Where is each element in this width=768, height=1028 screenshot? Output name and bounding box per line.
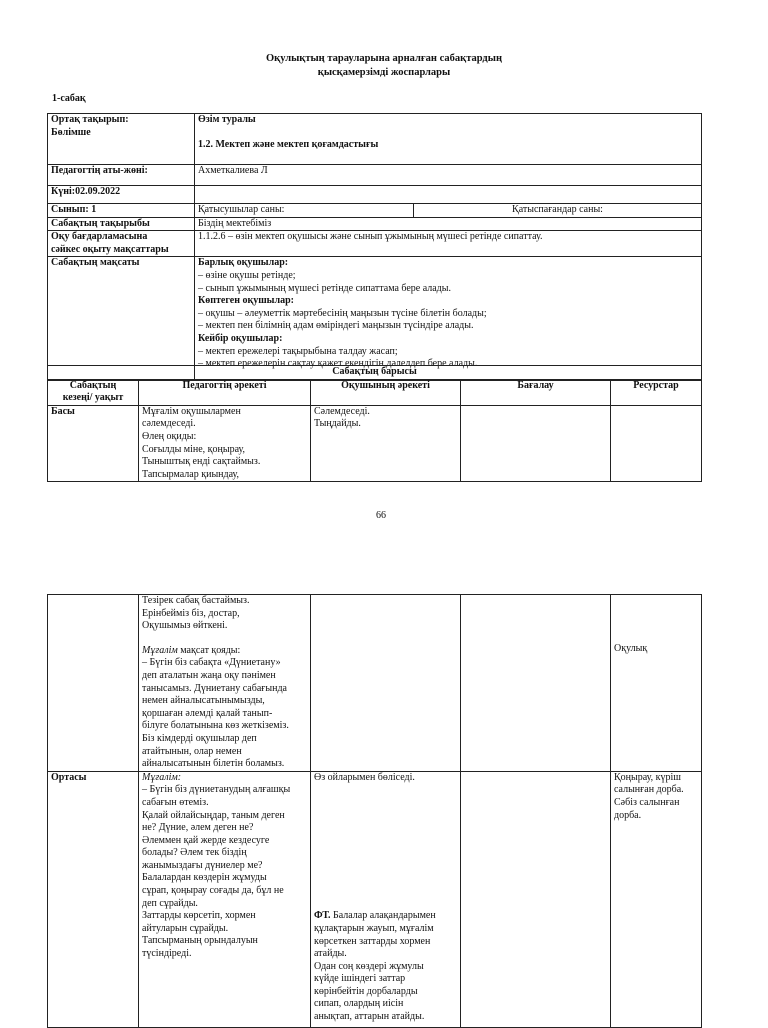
start-cont-teacher: Тезірек сабақ бастаймыз. Ерінбейміз біз, достар, Оқушымыз өйткені. Мұғалім мақсат қояды: – Бүгін біз сабақта «Дүниетану» деп аталатын жаңа оқу пәнімен танысамыз. Дүниетану сабағында немен айналысатынымызды, қоршаған әлемді қалай танып- білуге болатынына көз жеткіземіз. Біз кімдерді оқушылар деп атайтынын, олар немен айналысатынын білетін боламыз.	[139, 595, 311, 772]
goal-label: Сабақтың мақсаты	[48, 257, 195, 381]
page-number: 66	[376, 510, 386, 521]
start-cont-row	[48, 595, 702, 772]
start-row	[48, 405, 702, 482]
objectives-label: Оқу бағдарламасына сәйкес оқыту мақсаттары	[48, 231, 195, 257]
title-line-1: Оқулықтың тарауларына арналған сабақтардың	[265, 53, 502, 64]
start-assess	[461, 405, 611, 482]
date-row	[48, 186, 702, 204]
teacher-label: Педагогтің аты-жөні:	[48, 165, 195, 186]
lesson-topic-label: Сабақтың тақырыбы	[48, 217, 195, 231]
start-cont-resource: Оқулық	[611, 595, 702, 772]
lesson-progress-table	[47, 365, 702, 482]
lesson-topic-row	[48, 217, 702, 231]
middle-teacher: Мұғалім: – Бүгін біз дүниетанудың алғашқы сабағын өтеміз. Қалай ойлайсыңдар, таным деген не? Дүние, әлем деген не? Әлеммен қай жерде кездесуге болады? Әлем тек біздің жанымыздағы дүниелер ме? Балалардан көздерін жұмуды сұрап, қоңырау соғады да, бұл не деп сұрайды. Заттарды көрсетіп, хормен айтуларын сұрайды. Тапсырманың орындалуын түсіндіреді.	[139, 771, 311, 1027]
class-row	[48, 204, 702, 218]
goal-value: Барлық оқушылар: – өзіне оқушы ретінде; – сынып ұжымының мүшесі ретінде сипаттама бере алады. Көптеген оқушылар: – оқушы – әлеуметтік мәртебесінің маңызын түсіне білетін болады; – мектеп пен білімнің адам өміріндегі маңызын түсіндіре алады. Кейбір оқушылар: – мектеп ережелері тақырыбына талдау жасап; – мектеп ережелерін сақтау қажет екендігін дәлелдеп бере алады.	[195, 257, 702, 381]
lesson-topic-value: Біздің мектебіміз	[195, 217, 702, 231]
lesson-info-table	[47, 113, 702, 381]
col-student: Оқушының әрекеті	[311, 379, 461, 405]
present-label: Қатысушылар саны:	[195, 204, 414, 218]
col-assess: Бағалау	[461, 379, 611, 405]
col-stage: Сабақтың кезеңі/ уақыт	[48, 379, 139, 405]
middle-row	[48, 771, 702, 1027]
goal-row	[48, 257, 702, 381]
class-label: Сынып: 1	[48, 204, 195, 218]
topic-row	[48, 114, 702, 165]
progress-heading: Сабақтың барысы	[48, 366, 702, 380]
start-teacher: Мұғалім оқушылармен сәлемдеседі. Өлең оқиды: Соғылды міне, қоңырау, Тыныштық енді сақтаймыз. Тапсырмалар қиындау,	[139, 405, 311, 482]
col-resource: Ресурстар	[611, 379, 702, 405]
col-teacher: Педагогтің әрекеті	[139, 379, 311, 405]
progress-heading-row	[48, 366, 702, 380]
objectives-value: 1.1.2.6 – өзін мектеп оқушысы және сынып ұжымының мүшесі ретінде сипаттау.	[195, 231, 702, 257]
middle-resource: Қоңырау, күріш салынған дорба. Сәбіз салынған дорба.	[611, 771, 702, 1027]
document-title	[0, 52, 768, 80]
topic-value-cell: Өзім туралы 1.2. Мектеп және мектеп қоғамдастығы	[195, 114, 702, 165]
teacher-row	[48, 165, 702, 186]
continuation-table	[47, 594, 702, 1028]
start-student: Сәлемдеседі. Тыңдайды.	[311, 405, 461, 482]
objectives-row	[48, 231, 702, 257]
middle-student: Өз ойларымен бөліседі. ФТ. Балалар алақандарымен құлақтарын жауып, мұғалім көрсеткен заттарды хормен атайды. Одан соң көздері жұмулы күйде ішіндегі заттар көрінбейтін дорбаларды сипап, олардың иісін анықтап, аттарын атайды.	[311, 771, 461, 1027]
topic-label-cell: Ортақ тақырып: Бөлімше	[48, 114, 195, 165]
progress-header-row	[48, 379, 702, 405]
teacher-value: Ахметкалиева Л	[195, 165, 702, 186]
start-stage: Басы	[48, 405, 139, 482]
middle-assess	[461, 771, 611, 1027]
date-label: Күні:02.09.2022	[48, 186, 195, 204]
start-resource	[611, 405, 702, 482]
absent-label: Қатыспағандар саны:	[414, 204, 702, 218]
middle-stage: Ортасы	[48, 771, 139, 1027]
lesson-number: 1-сабақ	[52, 93, 86, 104]
title-line-2: қысқамерзімді жоспарлары	[317, 67, 451, 78]
